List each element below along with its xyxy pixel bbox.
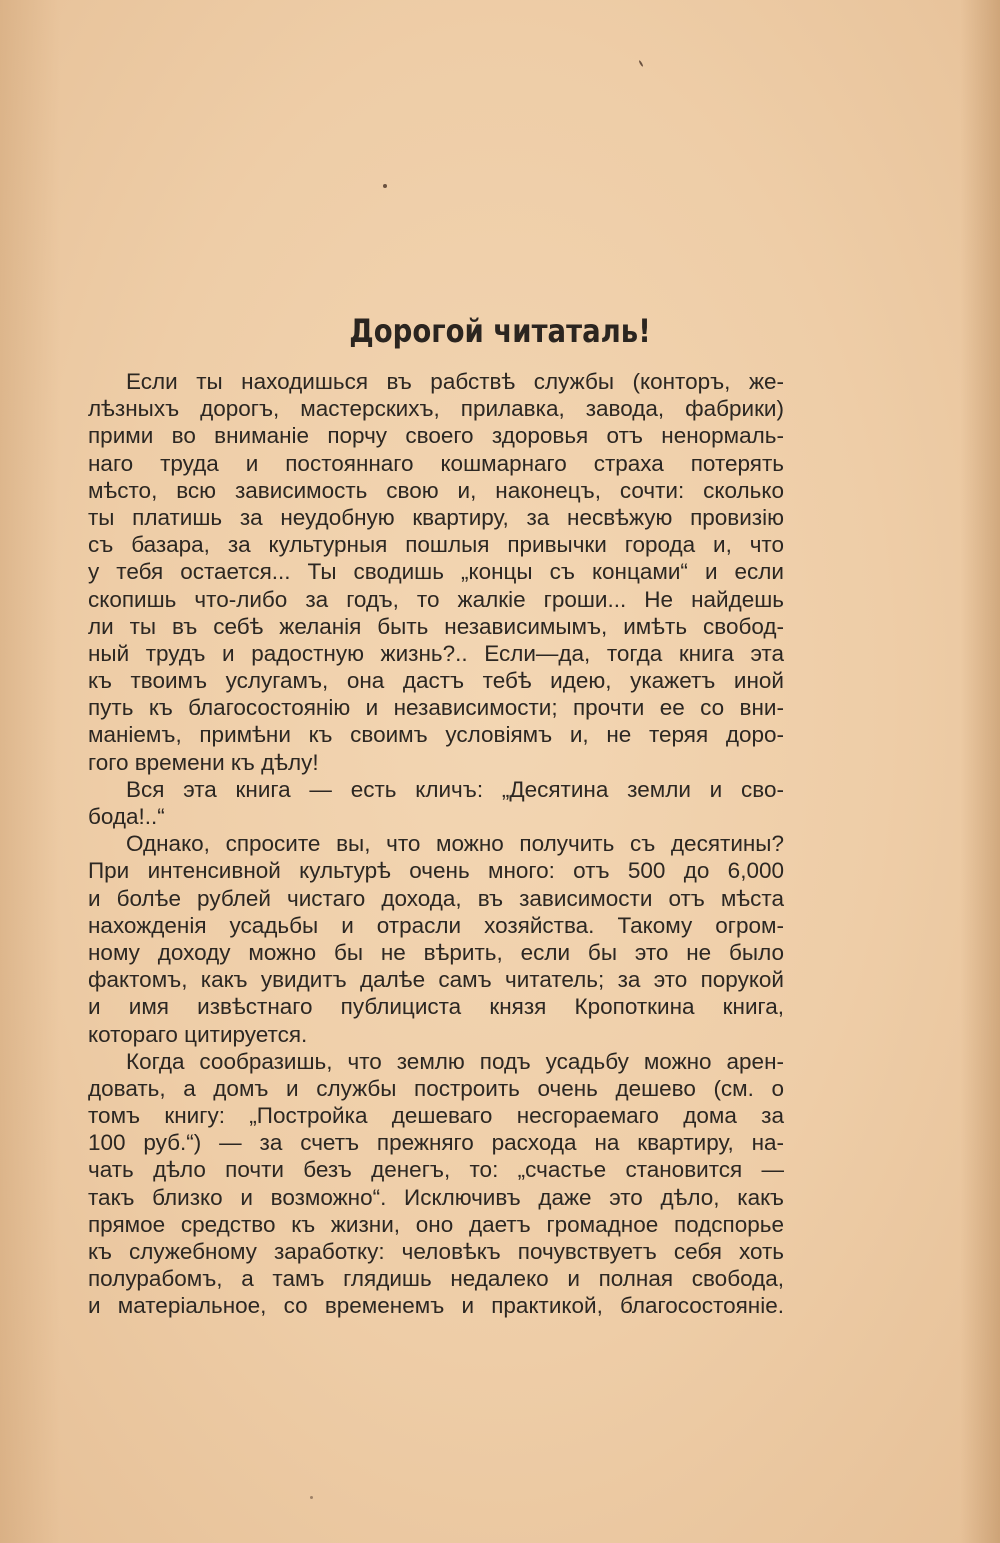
text-line: скопишь что-либо за годъ, то жалкіе гроши... Не найдешь: [88, 586, 784, 612]
text-line: нахожденія усадьбы и отрасли хозяйства. Такому огром-: [88, 912, 784, 938]
body-text: [88, 368, 784, 1320]
text-line: ты платишь за неудобную квартиру, за несвѣжую провизію: [88, 504, 784, 530]
text-line: чать дѣло почти безъ денегъ, то: „счастье становится —: [88, 1157, 784, 1183]
text-line: съ базара, за культурныя пошлыя привычки города и, что: [88, 532, 784, 558]
text-line: Однако, спросите вы, что можно получить съ десятины?: [126, 831, 784, 857]
text-line: у тебя остается... Ты сводишь „концы съ концами“ и если: [88, 559, 784, 585]
text-line: прямое средство къ жизни, оно даетъ громадное подспорье: [88, 1211, 784, 1237]
text-line: къ служебному заработку: человѣкъ почувствуетъ себя хоть: [88, 1239, 784, 1264]
text-line: мѣсто, всю зависимость свою и, наконецъ, сочти: сколько: [88, 477, 784, 503]
text-line: бода!..“: [88, 804, 165, 829]
paper-speck: [383, 184, 387, 188]
paper-shadow-right: [960, 0, 1000, 1543]
text-line: Если ты находишься въ рабствѣ службы (конторъ, же-: [126, 369, 784, 394]
paper-speck: [310, 1496, 313, 1499]
text-line: ный трудъ и радостную жизнь?.. Если—да, тогда книга эта: [88, 640, 784, 666]
text-line: и болѣе рублей чистаго дохода, въ зависимости отъ мѣста: [88, 885, 784, 911]
text-line: 100 руб.“) — за счетъ прежняго расхода на квартиру, на-: [88, 1130, 784, 1156]
text-line: и матеріальное, со временемъ и практикой, благосостояніе.: [88, 1293, 784, 1319]
text-line: Вся эта книга — есть кличъ: „Десятина земли и сво-: [126, 776, 784, 802]
text-line: и имя извѣстнаго публициста князя Кропоткина книга,: [88, 994, 784, 1020]
text-line: наго труда и постояннаго кошмарнаго страха потерять: [88, 450, 784, 476]
text-line: такъ близко и возможно“. Исключивъ даже это дѣло, какъ: [88, 1184, 784, 1210]
text-line: прими во вниманіе порчу своего здоровья отъ ненормаль-: [88, 423, 784, 449]
text-line: къ твоимъ услугамъ, она дастъ тебѣ идею, укажетъ иной: [88, 668, 784, 694]
paper-shadow-left: [0, 0, 60, 1543]
text-line: полурабомъ, а тамъ глядишь недалеко и полная свобода,: [88, 1266, 784, 1292]
text-line: довать, а домъ и службы построить очень дешево (см. о: [88, 1075, 784, 1101]
text-line: ному доходу можно бы не вѣрить, если бы это не было: [88, 939, 784, 965]
text-line: фактомъ, какъ увидитъ далѣе самъ читатель; за это порукой: [88, 967, 784, 993]
text-line: лѣзныхъ дорогъ, мастерскихъ, прилавка, завода, фабрики): [88, 396, 784, 422]
text-line: томъ книгу: „Постройка дешеваго несгораемаго дома за: [88, 1103, 784, 1129]
text-line: При интенсивной культурѣ очень много: отъ 500 до 6,000: [88, 858, 784, 884]
paper-speck: [638, 60, 643, 67]
text-line: гого времени къ дѣлу!: [88, 749, 319, 775]
text-line: маніемъ, примѣни къ своимъ условіямъ и, не теряя доро-: [88, 722, 784, 748]
text-line: путь къ благосостоянію и независимости; прочти ее со вни-: [88, 695, 784, 721]
text-line: Когда сообразишь, что землю подъ усадьбу можно арен-: [126, 1048, 784, 1074]
text-line: котораго цитируется.: [88, 1021, 308, 1047]
page-title: Дорогой читаталь!: [349, 312, 651, 350]
text-line: ли ты въ себѣ желанія быть независимымъ, имѣть свобод-: [88, 613, 784, 639]
